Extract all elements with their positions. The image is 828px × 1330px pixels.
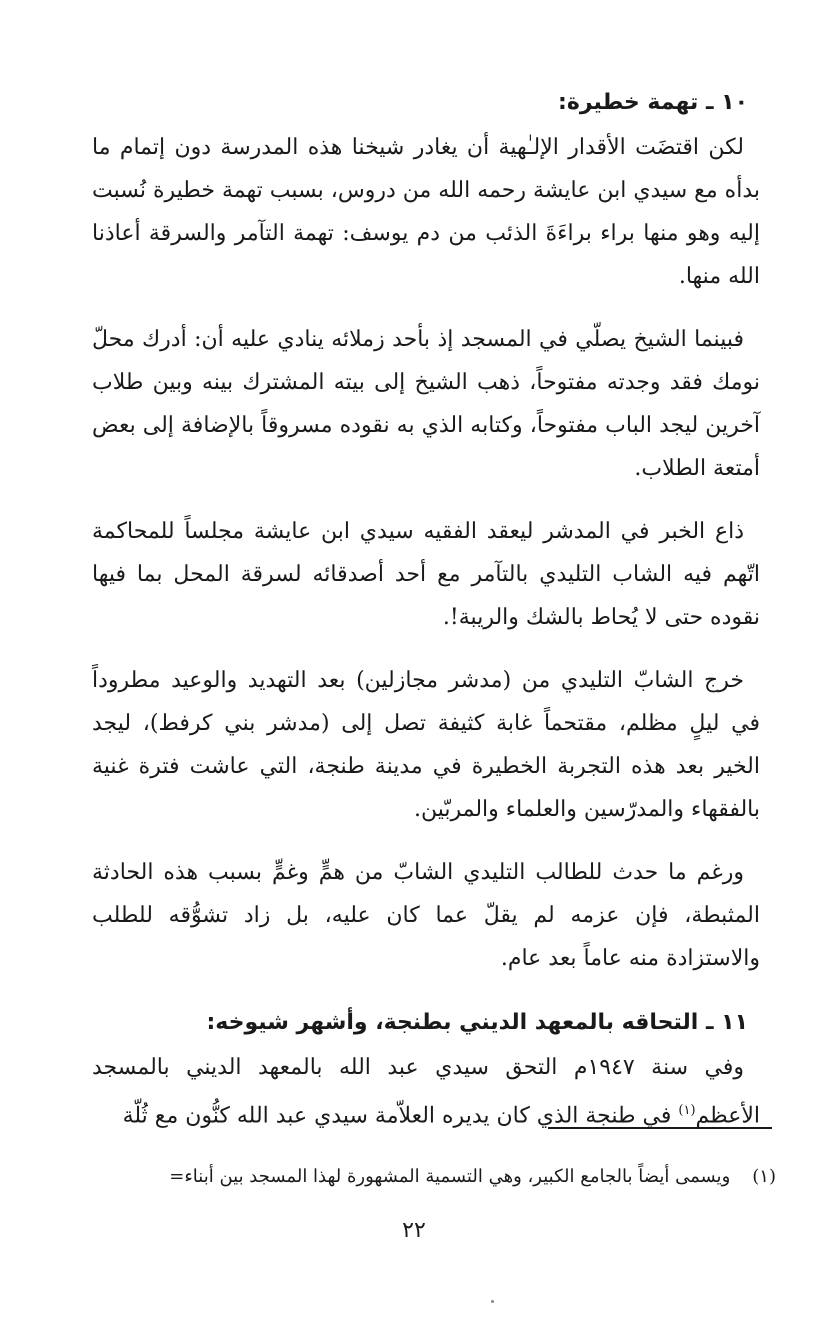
section-10-paragraph-4: خرج الشابّ التليدي من (مدشر مجازلين) بعد التهديد والوعيد مطروداً في ليلٍ مظلم، مقتحماً غابة كثيفة تصل إلى (مدشر بني كرفط)، ليجد الخير بعد هذه التجربة الخطيرة في مدينة طنجة، التي عاشت فترة غنية بالفقهاء والمدرّسين والعلماء والمربّين. <box>92 668 761 822</box>
page-body <box>92 80 760 1137</box>
footnote-separator <box>548 1127 772 1129</box>
section-10-heading: ١٠ ـ تهمة خطيرة: <box>558 90 748 115</box>
footnote-marker: (١) <box>752 1166 776 1187</box>
footnote-reference[interactable]: (١) <box>678 1103 696 1118</box>
footnote-text: ويسمى أيضاً بالجامع الكبير، وهي التسمية المشهورة لهذا المسجد بين أبناء= <box>169 1166 731 1187</box>
section-10-paragraph-3: ذاع الخبر في المدشر ليعقد الفقيه سيدي ابن عايشة مجلساً للمحاكمة اتّهم فيه الشاب التليدي بالتآمر مع أحد أصدقائه لسرقة المحل بما فيها نقوده حتى لا يُحاط بالشك والريبة!. <box>92 519 760 630</box>
section-10-paragraph-2: فبينما الشيخ يصلّي في المسجد إذ بأحد زملائه ينادي عليه أن: أدرك محلّ نومك فقد وجدته مفتوحاً، ذهب الشيخ إلى بيته المشترك بينه وبين طلاب آخرين ليجد الباب مفتوحاً، وكتابه الذي به نقوده مسروقاً بالإضافة إلى بعض أمتعة الطلاب. <box>92 327 760 481</box>
section-10-paragraph-1: لكن اقتضَت الأقدار الإلـٰهية أن يغادر شيخنا هذه المدرسة دون إتمام ما بدأه مع سيدي ابن عايشة رحمه الله من دروس، بسبب تهمة خطيرة نُسبت إليه وهو منها براء براءَةَ الذئب من دم يوسف: تهمة التآمر والسرقة أعاذنا الله منها. <box>92 135 760 289</box>
footnote <box>86 1162 776 1192</box>
section-11-paragraph-1 <box>92 1046 760 1137</box>
scan-speck <box>491 1300 494 1303</box>
section-11-text-before-ref: وفي سنة ١٩٤٧م التحق سيدي عبد الله بالمعهد الديني بالمسجد الأعظم <box>92 1055 760 1129</box>
section-10-paragraph-5: ورغم ما حدث للطالب التليدي الشابّ من همٍّ وغمٍّ بسبب هذه الحادثة المثبطة، فإن عزمه لم يقلّ عما كان عليه، بل زاد تشوُّقه للطلب والاستزادة منه عاماً بعد عام. <box>92 860 760 971</box>
section-11-heading: ١١ ـ التحاقه بالمعهد الديني بطنجة، وأشهر شيوخه: <box>206 1010 748 1035</box>
section-11-text-after-ref: في طنجة الذي كان يديره العلاّمة سيدي عبد الله كنُّون مع ثُلّة <box>122 1103 679 1129</box>
page-number: ٢٢ <box>402 1218 426 1243</box>
